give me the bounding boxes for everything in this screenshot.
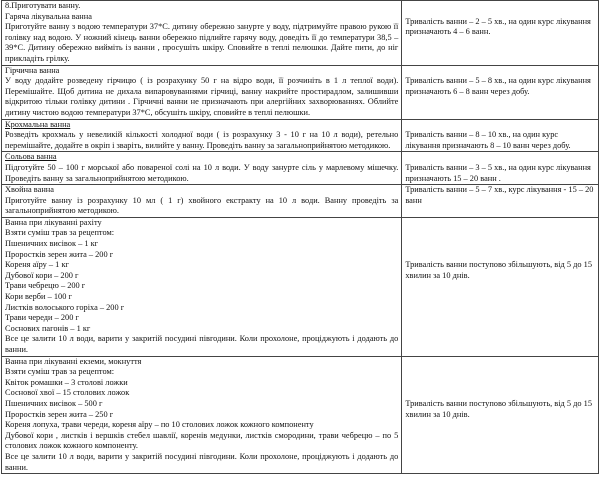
procedure-cell	[2, 356, 402, 474]
hot-bath-text: Приготуйте ванну з водою температури 37*С. дитину обережно занурте у воду, підтримуйте правою рукою її голівку над водою. У ножний кінець ванни обережно підлийте гарячу воду, доведіть її до температури 38,5 – 39*С. Дитину обережно вийміть із ванни , просушіть шкіру. Сповийте в теплі пелюшки. Дайте пити, до ніг прикладіть грілку.	[5, 22, 399, 63]
list-item: Проростків зерен жита – 200 г	[5, 249, 114, 259]
list-item: Кореня аїру – 1 кг	[5, 260, 69, 270]
salt-bath-text: Підготуйте 50 – 100 г морської або повареної солі на 10 л води. У воду занурте сіль у марлевому мішечку. Проведіть ванну за загальноприйнятою методикою.	[5, 162, 399, 183]
list-item: Дубової кори – 200 г	[5, 270, 79, 280]
mustard-bath-text: У воду додайте розведену гірчицю ( із розрахунку 50 г на відро води, її розчиніть в 1 л теплої води). Перемішайте. Щоб дитина не дихала випаровуваннями гірчиці, ванну накрийте простирадлом, залишивши відкритою тільки голівку дитини . Гірчичні ванни не призначають при алергійних захворюваннях. Облийте дитину чистою водою температури 37*С, обсушіть шкіру, сповийте в теплі пелюшки.	[5, 76, 399, 117]
note-cell	[402, 119, 599, 152]
procedure-cell	[2, 217, 402, 356]
row-mustard-bath	[2, 65, 599, 119]
list-item: Проростків зерен жита – 250 г	[5, 409, 114, 419]
list-item: Квіток ромашки – 3 столові ложки	[5, 377, 128, 387]
note-pine-bath: Тривалість ванни – 5 – 7 хв., курс лікування - 15 – 20 ванн	[405, 185, 594, 205]
procedure-table	[1, 0, 599, 474]
mustard-bath-heading: Гірчична ванна	[5, 65, 60, 75]
starch-bath-text: Розведіть крохмаль у невеликій кількості холодної води ( із розрахунку 3 - 10 г на 10 л води), ретельно перемішайте, додайте в окріп і зваріть, вилийте у ванну. Проведіть ванну за загальноприйнятою методикою.	[5, 130, 399, 150]
procedure-cell	[2, 152, 402, 185]
rickets-intro: Взяти суміш трав за рецептом:	[5, 228, 115, 238]
step-title: 8.Приготувати ванну.	[5, 1, 81, 10]
row-hot-bath	[2, 1, 599, 66]
pine-bath-heading: Хвойна ванна	[5, 185, 54, 195]
row-starch-bath	[2, 119, 599, 152]
list-item: Трави череди – 200 г	[5, 313, 79, 323]
row-eczema-bath	[2, 356, 599, 474]
note-starch-bath: Тривалість ванни – 8 – 10 хв., на один курс лікування призначають 8 – 10 ванн через добу.	[405, 130, 571, 150]
row-rickets-bath	[2, 217, 599, 356]
salt-bath-heading: Сольова ванна	[5, 152, 57, 162]
eczema-intro: Взяти суміш трав за рецептом:	[5, 367, 115, 377]
rickets-bath-heading: Ванна при лікуванні рахіту	[5, 217, 102, 227]
pine-bath-text: Приготуйте ванну із розрахунку 10 мл ( 1 г) хвойного екстракту на 10 л води. Ванну проведіть за загальноприйнятою методикою.	[5, 195, 399, 216]
hot-bath-heading: Гаряча лікувальна ванна	[5, 11, 92, 21]
list-item: Листків волоського горіха – 200 г	[5, 302, 125, 312]
eczema-bath-heading: Ванна при лікуванні екземи, мокнуття	[5, 356, 142, 366]
note-cell	[402, 152, 599, 185]
list-item: Соснової хвої – 15 столових ложок	[5, 388, 130, 398]
procedure-cell	[2, 1, 402, 66]
rickets-closing: Все це залити 10 л води, варити у закритій посудині півгодини. Коли прохолоне, проціджують і додають до ванни.	[5, 334, 399, 354]
list-item: Пшеничних висівок – 500 г	[5, 398, 103, 408]
procedure-cell	[2, 65, 402, 119]
note-eczema-bath: Тривалість ванни поступово збільшують, від 5 до 15 хвилин за 10 днів.	[405, 398, 592, 419]
list-item: Трави чебрецю – 200 г	[5, 281, 86, 291]
note-cell	[402, 1, 599, 66]
eczema-closing: Все це залити 10 л води, варити у закритій посудині півгодини. Коли прохолоне, проціджують і додають до ванни.	[5, 451, 399, 472]
procedure-cell	[2, 119, 402, 152]
note-salt-bath: Тривалість ванни – 3 – 5 хв., на один курс лікування призначають 15 – 20 ванн .	[405, 162, 591, 183]
note-cell	[402, 217, 599, 356]
procedure-cell	[2, 185, 402, 218]
eczema-extra-2: Дубової кори , листків і вершків стебел шавлії, коренів медунки, листків смородини, трави чебрецю – по 5 столових ложок кожного компоненту.	[5, 430, 399, 451]
note-cell	[402, 356, 599, 474]
list-item: Соснових пагонів – 1 кг	[5, 323, 91, 333]
row-salt-bath	[2, 152, 599, 185]
list-item: Кори верби – 100 г	[5, 292, 72, 302]
note-rickets-bath: Тривалість ванни поступово збільшують, від 5 до 15 хвилин за 10 днів.	[405, 260, 592, 280]
row-pine-bath	[2, 185, 599, 218]
note-hot-bath: Тривалість ванни – 2 – 5 хв., на один курс лікування призначають 4 – 6 ванн.	[405, 16, 591, 37]
note-mustard-bath: Тривалість ванни – 5 – 8 хв., на один курс лікування призначають 6 – 8 ванн через добу.	[405, 76, 591, 96]
note-cell	[402, 65, 599, 119]
eczema-extra-1: Кореня лопуха, трави череди, кореня аїру – по 10 столових ложок кожного компоненту	[5, 420, 314, 430]
starch-bath-heading: Крохмальна ванна	[5, 119, 71, 129]
list-item: Пшеничних висівок – 1 кг	[5, 239, 99, 249]
note-cell	[402, 185, 599, 218]
